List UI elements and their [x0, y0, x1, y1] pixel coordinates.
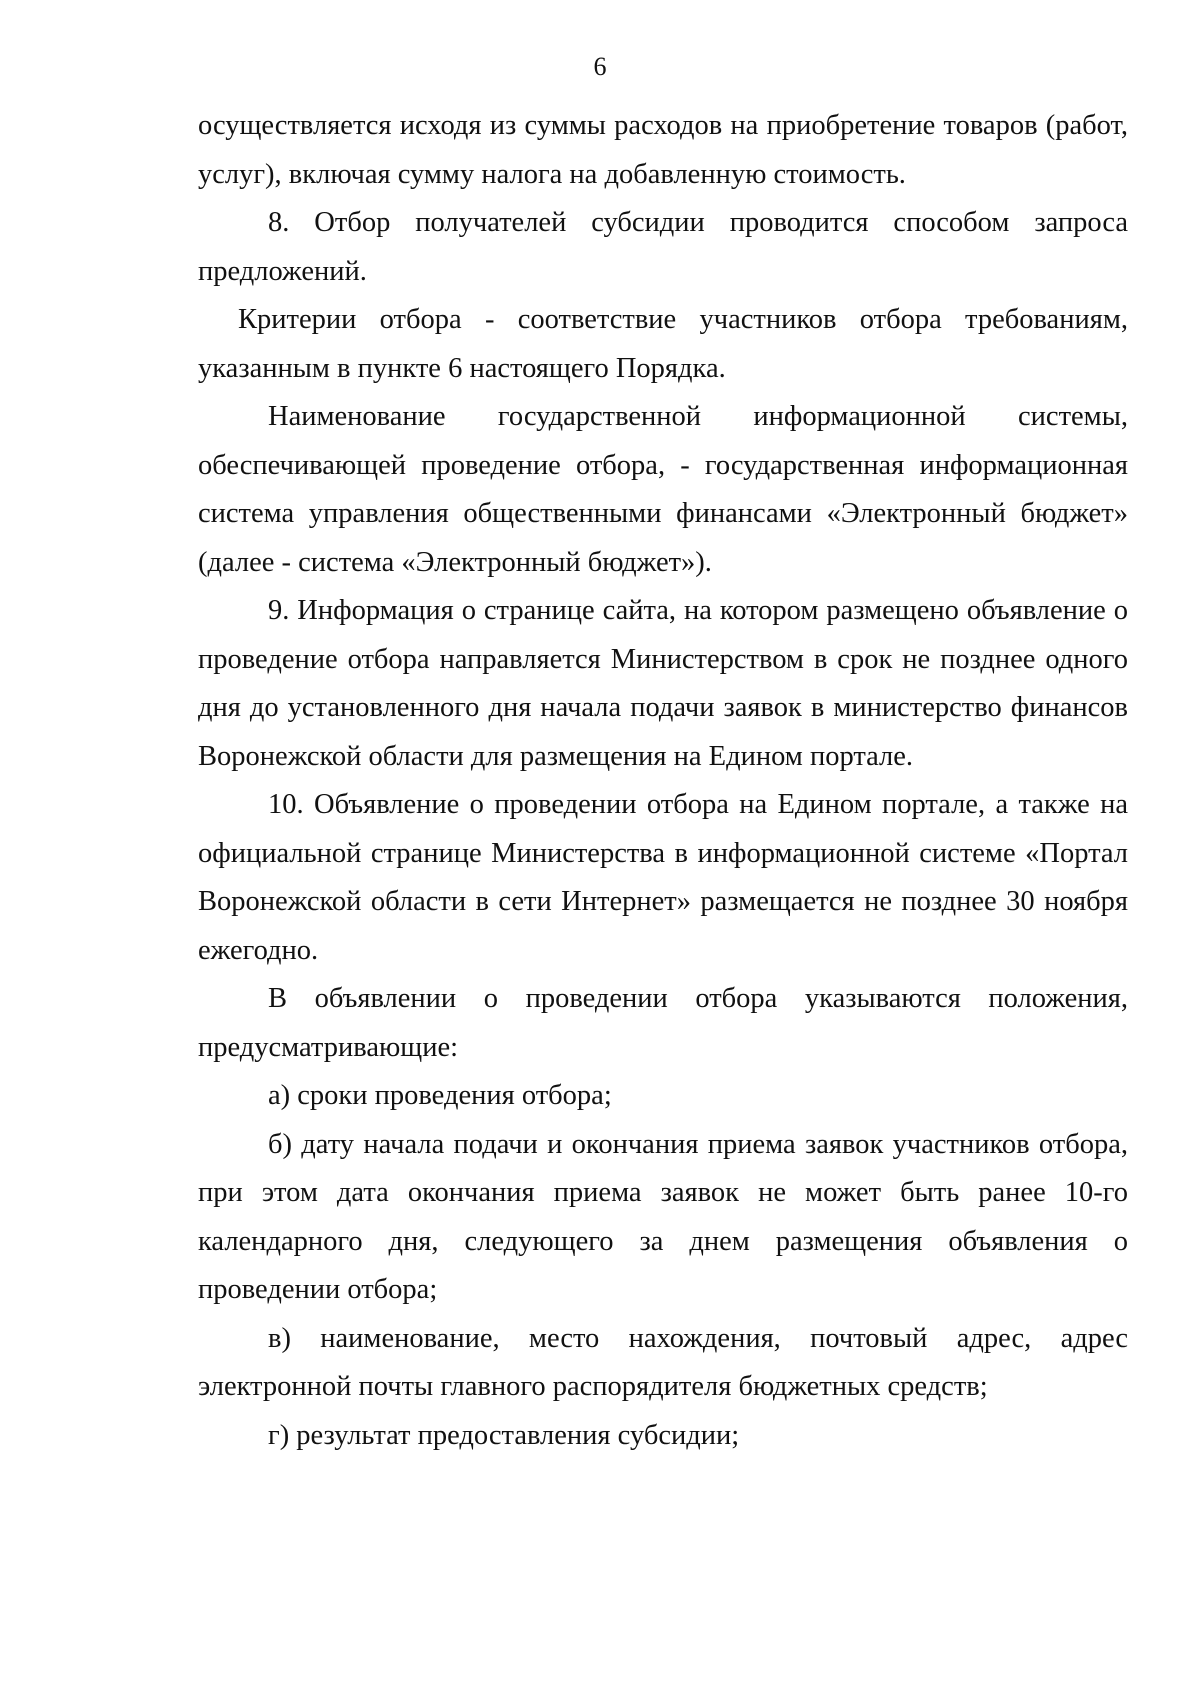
paragraph-8: а) сроки проведения отбора;: [268, 1080, 612, 1111]
paragraph-7: В объявлении о проведении отбора указываются положения, предусматривающие:: [198, 983, 1128, 1063]
paragraph-10: в) наименование, место нахождения, почтовый адрес, адрес электронной почты главного распорядителя бюджетных средств;: [198, 1322, 1128, 1402]
paragraph-9: б) дату начала подачи и окончания приема заявок участников отбора, при этом дата окончания приема заявок не может быть ранее 10-го календарного дня, следующего за днем размещения объявления о проведении отбора;: [198, 1128, 1128, 1305]
paragraph-1: осуществляется исходя из суммы расходов на приобретение товаров (работ, услуг), включая сумму налога на добавленную стоимость.: [198, 110, 1128, 190]
paragraph-3: Критерии отбора - соответствие участников отбора требованиям, указанным в пункте 6 настоящего Порядка.: [198, 304, 1128, 384]
paragraph-2: 8. Отбор получателей субсидии проводится способом запроса предложений.: [198, 207, 1128, 287]
paragraph-11: г) результат предоставления субсидии;: [268, 1419, 740, 1451]
page-number: 6: [593, 52, 607, 81]
paragraph-4: Наименование государственной информационной системы, обеспечивающей проведение отбора, - государственная информационная система управления общественными финансами «Электронный бюджет» (далее - система «Электронный бюджет»).: [198, 401, 1128, 578]
paragraph-5: 9. Информация о странице сайта, на котором размещено объявление о проведение отбора направляется Министерством в срок не позднее одного дня до установленного дня начала подачи заявок в министерство финансов Воронежской области для размещения на Едином портале.: [198, 595, 1128, 772]
paragraph-6: 10. Объявление о проведении отбора на Едином портале, а также на официальной странице Министерства в информационной системе «Портал Воронежской области в сети Интернет» размещается не позднее 30 ноября ежегодно.: [198, 789, 1128, 966]
document-body: [198, 102, 1128, 1460]
